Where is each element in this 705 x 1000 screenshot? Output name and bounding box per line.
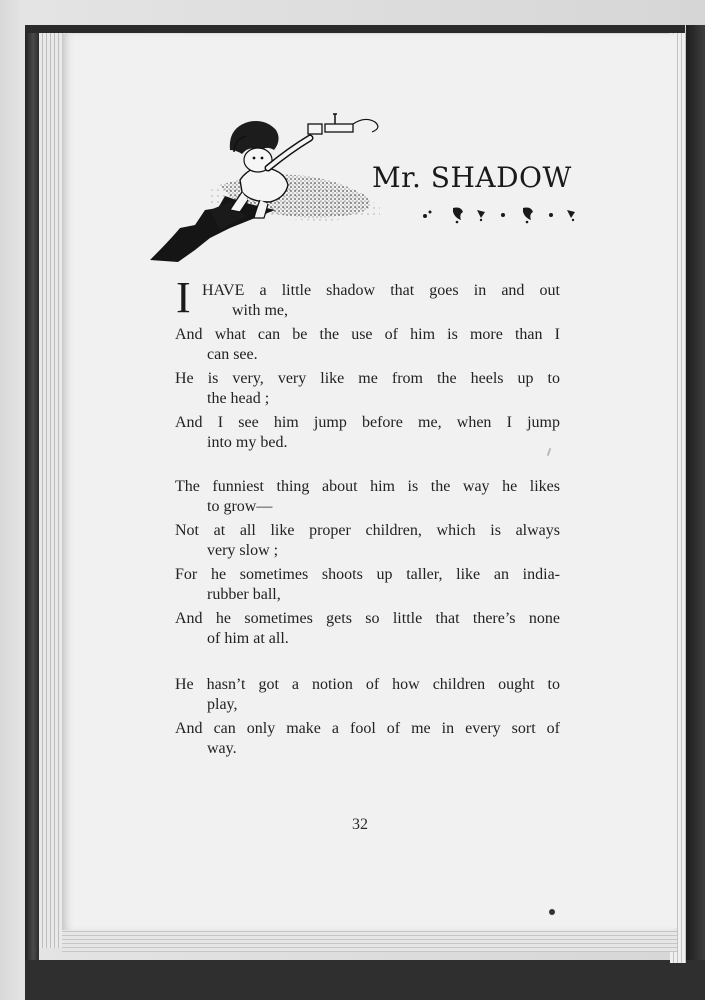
poem-line: play,: [207, 696, 238, 713]
poem-line: For he sometimes shoots up taller, like an india-: [175, 566, 560, 583]
book-cover-bottom: [25, 960, 705, 1000]
poem-line: And what can be the use of him is more than I: [175, 326, 560, 343]
poem-line: He is very, very like me from the heels up to: [175, 370, 560, 387]
poem-line: way.: [207, 740, 237, 757]
page-stack-bottom: [62, 928, 677, 952]
drop-cap: I: [176, 273, 191, 322]
poem-line: And can only make a fool of me in every sort of: [175, 720, 560, 737]
book-cover-top: [25, 25, 685, 33]
poem-line: can see.: [207, 346, 258, 363]
poem-line: And he sometimes gets so little that there’s none: [175, 610, 560, 627]
poem-line: with me,: [232, 302, 288, 319]
ink-dot: [549, 909, 555, 915]
poem-line: to grow—: [207, 498, 273, 515]
poem-line: He hasn’t got a notion of how children ought to: [175, 676, 560, 693]
poem-title: [372, 161, 572, 194]
poem-line: of him at all.: [207, 630, 289, 647]
poem-line: HAVE a little shadow that goes in and out: [202, 282, 560, 299]
poem-line: And I see him jump before me, when I jump: [175, 414, 560, 431]
poem-line: very slow ;: [207, 542, 279, 559]
poem-line: the head ;: [207, 390, 270, 407]
page-number: 32: [352, 816, 368, 833]
child-with-candle-and-shadow-illustration: [150, 110, 390, 275]
book-cover-left: [25, 25, 39, 1000]
poem-line: into my bed.: [207, 434, 288, 451]
poem-line: The funniest thing about him is the way he likes: [175, 478, 560, 495]
floral-ornament-row: [415, 202, 585, 224]
poem-title-text: Mr. SHADOW: [372, 161, 572, 194]
book-cover-right: [686, 25, 705, 1000]
poem-line: Not at all like proper children, which is always: [175, 522, 560, 539]
poem-line: rubber ball,: [207, 586, 281, 603]
